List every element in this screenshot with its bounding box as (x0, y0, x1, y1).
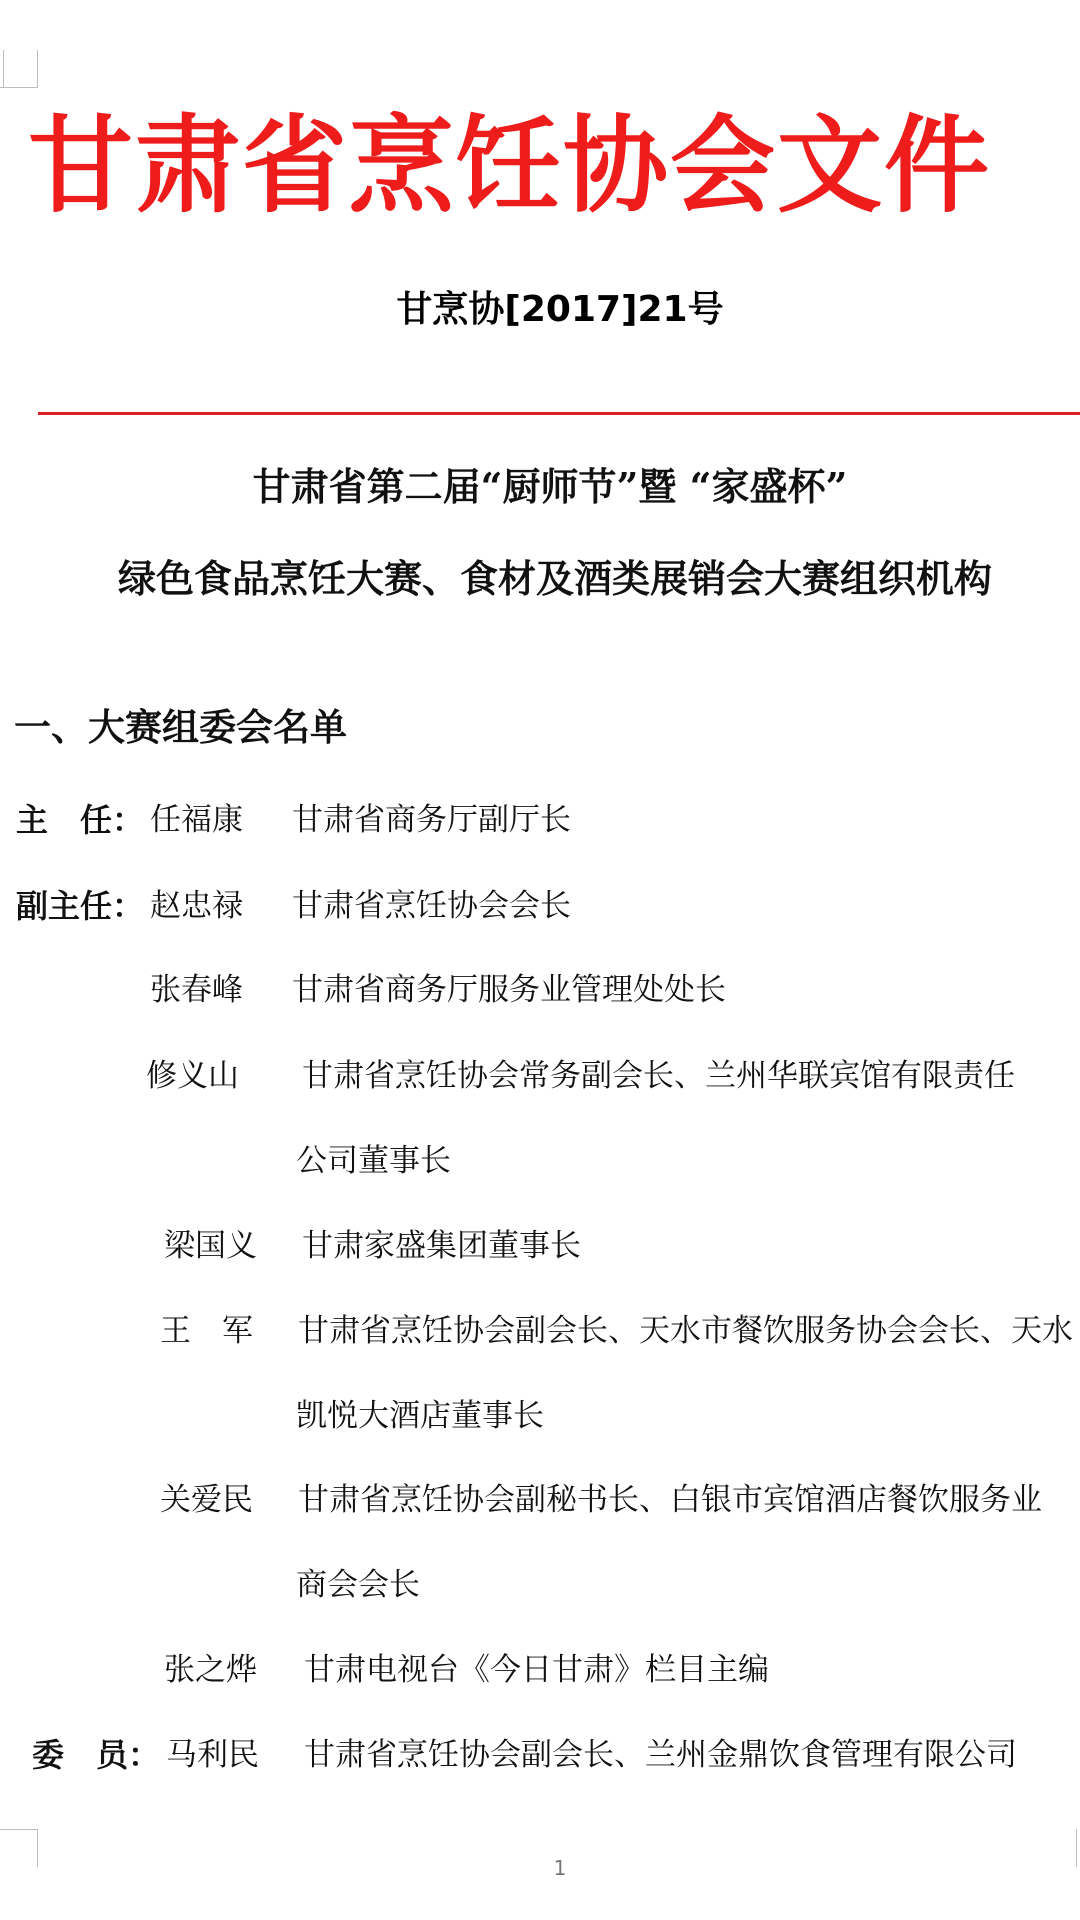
roster-title: 甘肃省烹饪协会副会长、天水市餐饮服务协会会长、天水 (298, 1313, 1073, 1349)
roster-name: 张之烨 (164, 1652, 257, 1688)
roster-name: 梁国义 (164, 1228, 257, 1264)
roster-title: 甘肃省烹饪协会常务副会长、兰州华联宾馆有限责任 (302, 1058, 1015, 1094)
roster-name: 关爱民 (160, 1482, 253, 1518)
roster-title: 甘肃省商务厅副厅长 (292, 802, 571, 838)
roster-role: 主 任： (16, 801, 145, 839)
roster-name: 王 军 (160, 1313, 253, 1349)
roster-title: 甘肃省烹饪协会会长 (292, 888, 571, 924)
document-number: 甘烹协[2017]21号 (396, 289, 724, 330)
roster-title: 甘肃省烹饪协会副秘书长、白银市宾馆酒店餐饮服务业 (298, 1482, 1042, 1518)
roster-title-continued: 商会会长 (296, 1567, 420, 1603)
roster-title: 甘肃家盛集团董事长 (302, 1228, 581, 1264)
roster-title: 甘肃省烹饪协会副会长、兰州金鼎饮食管理有限公司 (304, 1737, 1017, 1773)
org-document-title: 甘肃省烹饪协会文件 (28, 103, 992, 227)
section-title: 一、大赛组委会名单 (14, 705, 347, 749)
roster-role: 委 员： (32, 1736, 161, 1774)
roster-name: 张春峰 (150, 972, 243, 1008)
roster-title-continued: 凯悦大酒店董事长 (296, 1398, 544, 1434)
heading-line-2: 绿色食品烹饪大赛、食材及酒类展销会大赛组织机构 (117, 556, 992, 601)
roster-title: 甘肃省商务厅服务业管理处处长 (292, 972, 726, 1008)
roster-name: 任福康 (150, 802, 243, 838)
roster-name: 修义山 (146, 1058, 239, 1094)
roster-name: 赵忠禄 (150, 888, 243, 924)
roster-role: 副主任： (16, 887, 145, 925)
roster-title: 甘肃电视台《今日甘肃》栏目主编 (304, 1652, 769, 1688)
page-number: 1 (553, 1856, 567, 1880)
red-divider (38, 412, 1080, 415)
roster-name: 马利民 (166, 1737, 259, 1773)
roster-title-continued: 公司董事长 (296, 1143, 451, 1179)
heading-line-1: 甘肃省第二届“厨师节”暨 “家盛杯” (252, 464, 848, 509)
